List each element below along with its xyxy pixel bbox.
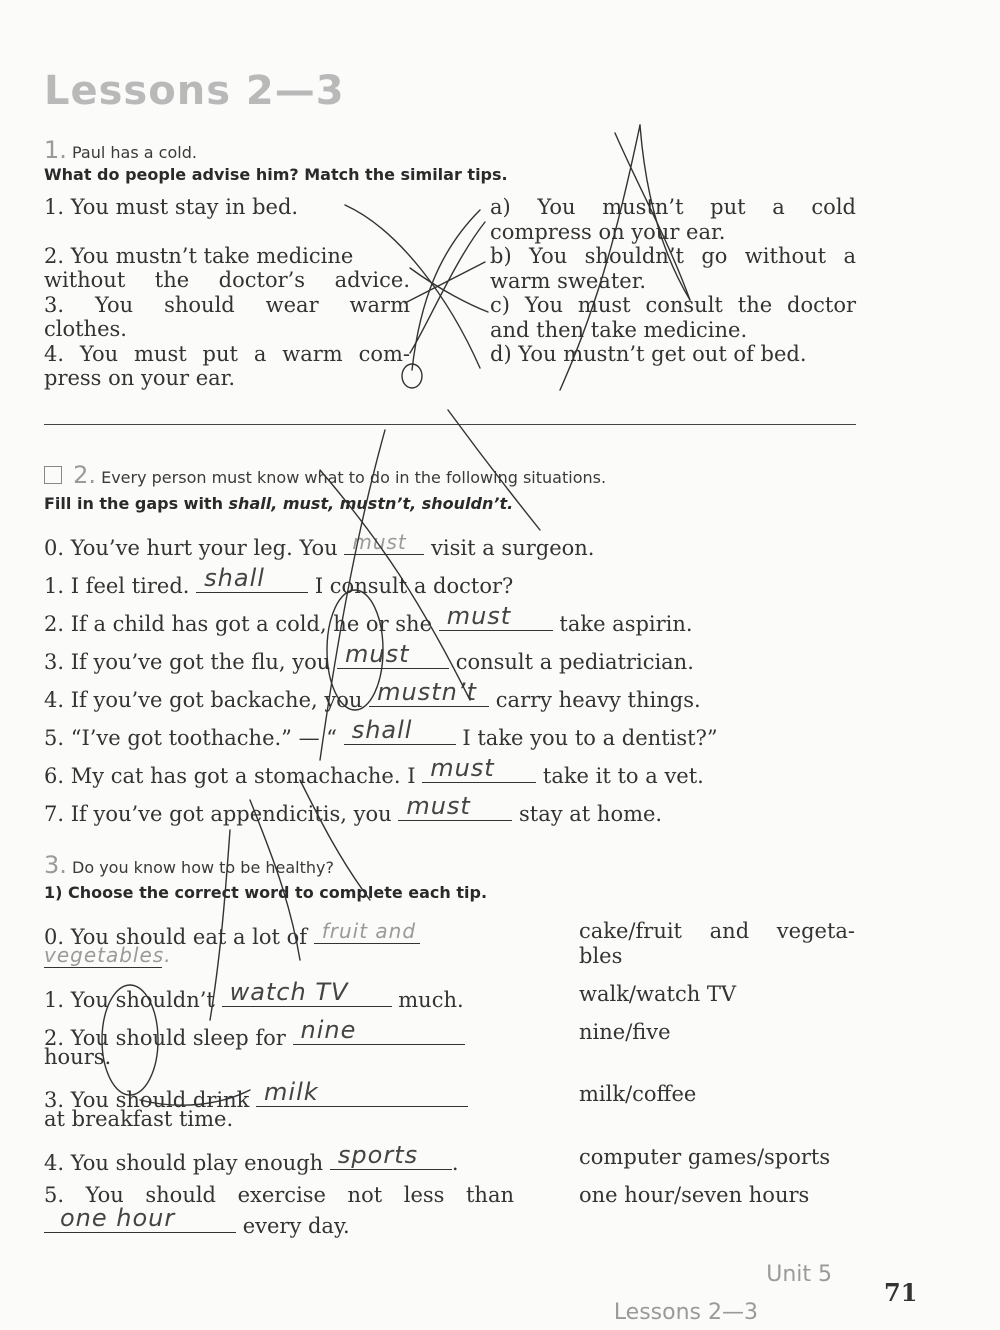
ex3-item-0-text: 0. You should eat a lot of <box>44 925 308 949</box>
ex2-item-4-blank[interactable] <box>369 678 489 707</box>
ex2-item-7-blank[interactable] <box>398 792 512 821</box>
ex1-tip-3b: clothes. <box>44 317 127 341</box>
ex3-item-5-after: every day. <box>242 1214 350 1238</box>
ex3-item-0-answer2: vegetables. <box>44 943 172 967</box>
ex2-item-0 <box>44 530 594 560</box>
ex2-item-2-answer: must <box>446 602 512 630</box>
ex2-item-4 <box>44 678 701 712</box>
ex3-item-5-line2 <box>44 1204 350 1238</box>
ex1-tip-2b: without the doctor’s advice. <box>44 268 410 292</box>
ex2-item-7-answer: must <box>406 792 471 820</box>
ex2-intro: Every person must know what to do in the following situations. <box>101 468 607 487</box>
footer-lessons: Lessons 2—3 <box>613 1300 758 1325</box>
ex3-item-4-after: . <box>451 1151 459 1175</box>
ex3-item-4-blank[interactable] <box>330 1141 452 1170</box>
ex2-instruction <box>44 494 513 513</box>
match-line-2 <box>410 268 488 312</box>
ex2-item-0-blank[interactable] <box>344 530 424 555</box>
ex1-option-c1: c) You must consult the doctor <box>490 293 856 317</box>
page-number: 71 <box>884 1278 918 1307</box>
ex3-item-5-options: one hour/seven hours <box>579 1183 810 1207</box>
section-divider <box>44 424 856 425</box>
ex3-item-0-answer: fruit and <box>321 919 417 943</box>
ex2-item-5-after: I take you to a dentist?” <box>462 726 718 750</box>
ex1-option-d: d) You mustn’t get out of bed. <box>490 342 807 366</box>
ex2-item-1 <box>44 564 514 598</box>
ex3-item-2-blank[interactable] <box>293 1016 465 1045</box>
ex1-tip-1: 1. You must stay in bed. <box>44 195 299 219</box>
footer-unit: Unit 5 <box>766 1262 832 1287</box>
ex3-item-4-options: computer games/sports <box>579 1145 831 1169</box>
ex3-item-0-blank2[interactable] <box>44 943 172 968</box>
star-icon <box>44 466 62 484</box>
ex2-item-6-after: take it to a vet. <box>542 764 704 788</box>
ex2-item-1-blank[interactable] <box>196 564 308 593</box>
ex3-item-5-blank[interactable] <box>44 1204 236 1233</box>
ex2-item-0-after: visit a surgeon. <box>431 536 595 560</box>
ex2-item-2 <box>44 602 693 636</box>
ex3-item-2-text: 2. You should sleep for <box>44 1026 286 1050</box>
ex3-item-0-blank[interactable] <box>314 919 420 944</box>
ex1-option-a1: a) You mustn’t put a cold <box>490 195 856 219</box>
ex3-item-5-text: 5. You should exercise not less than <box>44 1183 514 1207</box>
ex3-intro: Do you know how to be healthy? <box>72 858 334 877</box>
ex2-item-5-blank[interactable] <box>344 716 456 745</box>
ex2-item-3-blank[interactable] <box>337 640 449 669</box>
ex3-item-0-options <box>579 919 855 969</box>
ex3-item-1-text: 1. You shouldn’t <box>44 988 215 1012</box>
ex1-option-b1: b) You shouldn’t go without a <box>490 244 856 268</box>
scribble-4 <box>412 210 480 370</box>
ex3-item-4-answer: sports <box>337 1141 419 1169</box>
ex3-item-1-options: walk/watch TV <box>579 982 737 1006</box>
ex2-item-7-text: 7. If you’ve got appendicitis, you <box>44 802 392 826</box>
ex2-item-0-answer: must <box>352 530 407 554</box>
ex3-item-3-answer: milk <box>264 1078 319 1106</box>
ex2-item-6-blank[interactable] <box>422 754 536 783</box>
ex1-option-a2: compress on your ear. <box>490 219 726 244</box>
ex1-option-b2: warm sweater. <box>490 268 647 293</box>
ex2-instruction-text: Fill in the gaps with <box>44 494 229 513</box>
ex1-instruction: What do people advise him? Match the similar tips. <box>44 165 508 184</box>
ex3-item-0-option-b: bles <box>579 944 623 968</box>
ex2-item-3-text: 3. If you’ve got the flu, you <box>44 650 331 674</box>
ex3-item-5-answer: one hour <box>60 1204 176 1232</box>
ex2-item-6-answer: must <box>430 754 495 782</box>
ex3-item-2-options: nine/five <box>579 1020 671 1044</box>
ex1-header <box>44 136 197 164</box>
ex1-intro: Paul has a cold. <box>72 143 197 162</box>
ex2-item-3-after: consult a pediatrician. <box>455 650 694 674</box>
ex1-right-column <box>490 195 856 367</box>
ex3-item-2-line2: hours. <box>44 1045 112 1069</box>
ex3-instruction: 1) Choose the correct word to complete each tip. <box>44 883 488 902</box>
ex3-item-0-option-a: cake/fruit and vegeta- <box>579 919 855 943</box>
ex3-item-2-answer: nine <box>300 1016 357 1044</box>
ex2-item-7-after: stay at home. <box>519 802 663 826</box>
ex2-item-5 <box>44 716 718 750</box>
ex3-item-1-after: much. <box>398 988 464 1012</box>
ex1-tip-4a: 4. You must put a warm com- <box>44 341 410 366</box>
match-line-3 <box>405 262 485 303</box>
ex2-item-1-answer: shall <box>204 564 265 592</box>
ex3-item-4-text: 4. You should play enough <box>44 1151 324 1175</box>
ex2-item-3 <box>44 640 694 674</box>
ex3-header <box>44 851 334 879</box>
ex1-left-column <box>44 195 410 391</box>
ex2-item-2-text: 2. If a child has got a cold, he or she <box>44 612 433 636</box>
ex3-item-1-blank[interactable] <box>222 978 392 1007</box>
ex2-instruction-words: shall, must, mustn’t, shouldn’t. <box>228 494 514 513</box>
ex2-item-5-text: 5. “I’ve got toothache.” — “ <box>44 726 338 750</box>
ex2-item-3-answer: must <box>345 640 410 668</box>
ex3-number: 3. <box>44 851 67 879</box>
ex2-item-7 <box>44 792 663 826</box>
ex3-item-3-options: milk/coffee <box>579 1082 697 1106</box>
ex2-item-2-after: take aspirin. <box>559 612 693 636</box>
ex1-option-c2: and then take medicine. <box>490 317 748 342</box>
ex2-header <box>44 461 606 489</box>
ex2-item-1-after: I consult a doctor? <box>314 574 514 598</box>
ex2-item-4-answer: mustn’t <box>377 678 477 706</box>
match-line-4 <box>410 222 485 353</box>
ex2-item-6 <box>44 754 704 788</box>
ex2-item-1-text: 1. I feel tired. <box>44 574 190 598</box>
page-title: Lessons 2—3 <box>44 68 345 114</box>
ex3-item-3-blank[interactable] <box>256 1078 468 1107</box>
ex2-item-6-text: 6. My cat has got a stomachache. I <box>44 764 416 788</box>
ex3-item-3-text: 3. You should drink <box>44 1088 250 1112</box>
ex2-item-2-blank[interactable] <box>439 602 553 631</box>
ex1-tip-3a: 3. You should wear warm <box>44 292 410 317</box>
ex2-item-0-text: 0. You’ve hurt your leg. You <box>44 536 338 560</box>
ex3-item-1 <box>44 978 464 1012</box>
ex1-tip-4b: press on your ear. <box>44 366 236 390</box>
ex1-number: 1. <box>44 136 67 164</box>
ex2-number: 2. <box>73 461 96 489</box>
ex1-tip-2a: 2. You mustn’t take medicine <box>44 243 354 268</box>
ex2-item-4-after: carry heavy things. <box>495 688 701 712</box>
ex3-item-1-answer: watch TV <box>229 978 349 1006</box>
ex3-item-3-line2: at breakfast time. <box>44 1107 234 1131</box>
ex2-item-4-text: 4. If you’ve got backache, you <box>44 688 363 712</box>
ex2-item-5-answer: shall <box>351 716 413 744</box>
ex3-item-4 <box>44 1141 459 1175</box>
